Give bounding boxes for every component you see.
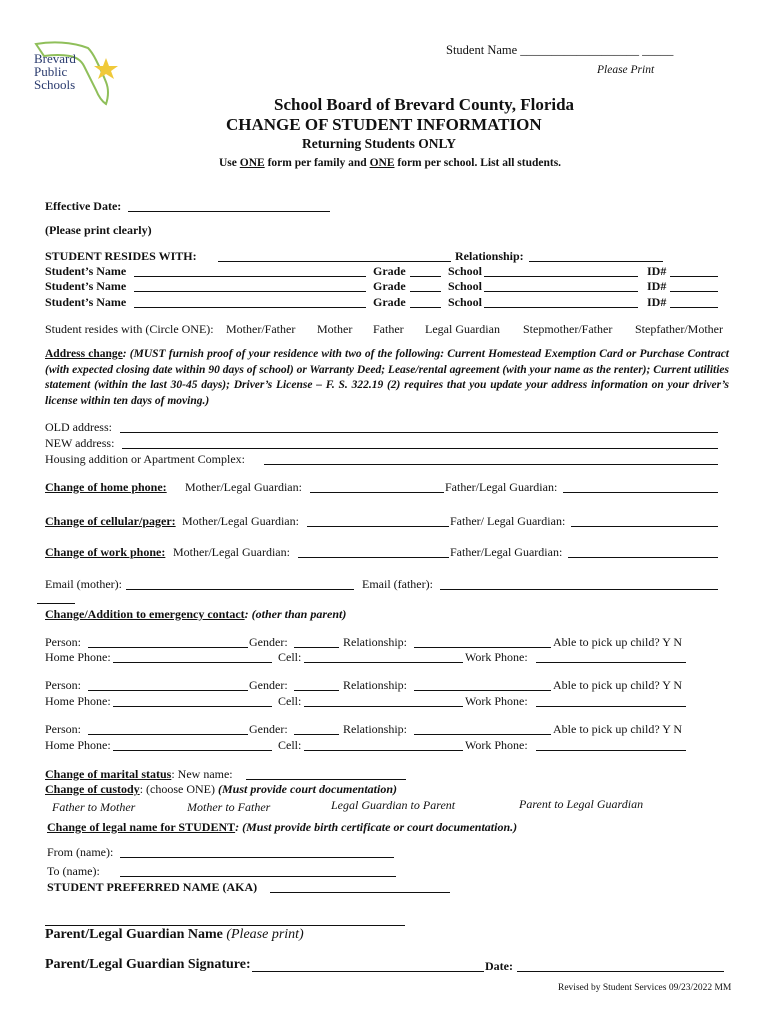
revision-footer: Revised by Student Services 09/23/2022 MM [558, 983, 732, 993]
resides-with-field[interactable] [218, 261, 451, 262]
form-instructions [219, 157, 561, 169]
gender-field[interactable] [294, 690, 339, 691]
pickup-label: Able to pick up child? Y N [553, 678, 683, 692]
home-phone-label: Home Phone: [45, 650, 111, 664]
student-name-field[interactable] [134, 307, 366, 308]
new-address-field[interactable] [122, 448, 718, 449]
work-phone-label: Change of work phone: [45, 545, 166, 559]
student-name-field[interactable] [134, 276, 366, 277]
student-name-label: Student Name ___________________ _____ [446, 43, 674, 57]
id-field[interactable] [670, 276, 718, 277]
school-label: School [448, 295, 483, 309]
please-print-clearly: (Please print clearly) [45, 223, 152, 237]
legal-name-heading [47, 820, 517, 835]
logo-text-line1: Brevard [34, 51, 76, 66]
logo-text-line3: Schools [34, 77, 76, 92]
guardian-name-field[interactable] [45, 925, 405, 926]
grade-field[interactable] [410, 276, 441, 277]
cell-phone-mother-field[interactable] [307, 526, 449, 527]
emergency-contact-heading [45, 607, 346, 622]
cell-phone-mother-label: Mother/Legal Guardian: [182, 514, 299, 528]
work-phone-field[interactable] [536, 750, 686, 751]
marital-status-label: Change of marital status [45, 767, 172, 781]
work-phone-field[interactable] [536, 706, 686, 707]
student-name-row-label: Student’s Name [45, 279, 127, 293]
id-field[interactable] [670, 307, 718, 308]
home-phone-field[interactable] [113, 662, 272, 663]
custody-heading [45, 782, 397, 797]
circle-option-stepmother-father[interactable]: Stepmother/Father [523, 322, 613, 336]
signature-date-field[interactable] [517, 971, 724, 972]
gender-label: Gender: [249, 678, 288, 692]
person-label: Person: [45, 678, 81, 692]
district-logo [30, 38, 122, 108]
id-field[interactable] [670, 291, 718, 292]
email-father-field[interactable] [440, 589, 718, 590]
cell-label: Cell: [278, 694, 302, 708]
from-name-field[interactable] [120, 857, 394, 858]
preferred-name-field[interactable] [270, 892, 450, 893]
relationship-label: Relationship: [343, 635, 407, 649]
guardian-signature-label: Parent/Legal Guardian Signature: [45, 957, 251, 972]
school-label: School [448, 264, 483, 278]
work-phone-label: Work Phone: [465, 650, 528, 664]
emergency-contact-note: : (other than parent) [244, 607, 347, 621]
relationship-field[interactable] [414, 734, 551, 735]
relationship-label: Relationship: [455, 249, 524, 263]
school-field[interactable] [484, 291, 638, 292]
instr-mid: form per family and [264, 157, 370, 169]
address-change-text: : (MUST furnish proof of your residence with two of the following: Current Homestead Exemption Card or Purchase Contract (with expected closing date within 90 days of school) or Warranty Deed; Lease/rental agreement (with your name as the renter); Current utilities statement (within the last 30-45 days); Driver’s License – F. S. 322.19 (2) requires that you update your address information on your driver’s license within ten days of moving.) [45, 348, 729, 407]
housing-label: Housing addition or Apartment Complex: [45, 452, 245, 466]
gender-field[interactable] [294, 734, 339, 735]
work-phone-mother-field[interactable] [298, 557, 449, 558]
circle-one-label: Student resides with (Circle ONE): [45, 322, 214, 336]
cell-label: Cell: [278, 738, 302, 752]
new-address-label: NEW address: [45, 436, 115, 450]
grade-field[interactable] [410, 307, 441, 308]
gender-label: Gender: [249, 722, 288, 736]
email-mother-label: Email (mother): [45, 577, 122, 591]
resides-with-label: STUDENT RESIDES WITH: [45, 249, 197, 263]
form-title-board: School Board of Brevard County, Florida [274, 95, 575, 114]
please-print-note: Please Print [597, 64, 655, 76]
home-phone-field[interactable] [113, 750, 272, 751]
person-label: Person: [45, 635, 81, 649]
person-field[interactable] [88, 690, 248, 691]
work-phone-mother-label: Mother/Legal Guardian: [173, 545, 290, 559]
instr-post: form per school. List all students. [394, 157, 562, 169]
relationship-field[interactable] [529, 261, 663, 262]
cell-label: Cell: [278, 650, 302, 664]
circle-option-father[interactable]: Father [373, 322, 404, 336]
work-phone-label: Work Phone: [465, 738, 528, 752]
grade-label: Grade [373, 264, 406, 278]
guardian-signature-field[interactable] [252, 971, 484, 972]
cell-phone-father-label: Father/ Legal Guardian: [450, 514, 566, 528]
school-field[interactable] [484, 307, 638, 308]
preferred-name-label: STUDENT PREFERRED NAME (AKA) [47, 880, 258, 894]
instr-pre: Use [219, 157, 240, 169]
to-name-field[interactable] [120, 876, 396, 877]
address-change-label: Address change [45, 348, 123, 360]
custody-label: Change of custody [45, 782, 140, 796]
relationship-label: Relationship: [343, 678, 407, 692]
pickup-label: Able to pick up child? Y N [553, 722, 683, 736]
cell-field[interactable] [304, 706, 463, 707]
address-change-paragraph [45, 347, 729, 409]
work-phone-father-field[interactable] [568, 557, 718, 558]
marital-new-name-label: : New name: [171, 767, 233, 781]
custody-choose: : (choose ONE) [139, 782, 218, 796]
relationship-label: Relationship: [343, 722, 407, 736]
email-mother-field[interactable] [126, 589, 354, 590]
housing-field[interactable] [264, 464, 718, 465]
gender-field[interactable] [294, 647, 339, 648]
pickup-label: Able to pick up child? Y N [553, 635, 683, 649]
signature-date-label: Date: [485, 959, 513, 973]
relationship-field[interactable] [414, 647, 551, 648]
custody-option-guardian-to-parent[interactable]: Legal Guardian to Parent [331, 798, 456, 812]
legal-name-label: Change of legal name for STUDENT [47, 820, 236, 834]
school-label: School [448, 279, 483, 293]
gender-label: Gender: [249, 635, 288, 649]
home-phone-mother-label: Mother/Legal Guardian: [185, 480, 302, 494]
person-field[interactable] [88, 647, 248, 648]
guardian-name-heading [45, 927, 304, 943]
home-phone-father-field[interactable] [563, 492, 718, 493]
cell-field[interactable] [304, 750, 463, 751]
home-phone-field[interactable] [113, 706, 272, 707]
guardian-name-label: Parent/Legal Guardian Name [45, 927, 223, 942]
home-phone-mother-field[interactable] [310, 492, 444, 493]
home-phone-label: Home Phone: [45, 738, 111, 752]
grade-label: Grade [373, 295, 406, 309]
work-phone-label: Work Phone: [465, 694, 528, 708]
circle-option-legal-guardian[interactable]: Legal Guardian [425, 322, 500, 336]
effective-date-label: Effective Date: [45, 199, 122, 213]
home-phone-father-label: Father/Legal Guardian: [445, 480, 558, 494]
id-label: ID# [647, 295, 667, 309]
circle-option-mother-father[interactable]: Mother/Father [226, 322, 296, 336]
legal-name-note: : (Must provide birth certificate or court documentation.) [235, 820, 518, 834]
form-subtitle: Returning Students ONLY [302, 136, 457, 151]
from-name-label: From (name): [47, 845, 114, 859]
home-phone-label: Change of home phone: [45, 480, 167, 494]
logo-text-line2: Public [34, 64, 68, 79]
id-label: ID# [647, 264, 667, 278]
email-father-label: Email (father): [362, 577, 433, 591]
student-name-row-label: Student’s Name [45, 295, 127, 309]
guardian-name-note: (Please print) [222, 927, 304, 942]
school-field[interactable] [484, 276, 638, 277]
cell-phone-father-field[interactable] [571, 526, 718, 527]
email-father-field-continued[interactable] [37, 603, 75, 604]
marital-status-heading [45, 767, 233, 782]
grade-field[interactable] [410, 291, 441, 292]
person-field[interactable] [88, 734, 248, 735]
home-phone-label: Home Phone: [45, 694, 111, 708]
custody-option-parent-to-guardian[interactable]: Parent to Legal Guardian [519, 797, 644, 811]
circle-option-mother[interactable]: Mother [317, 322, 353, 336]
form-title-main: CHANGE OF STUDENT INFORMATION [226, 115, 542, 134]
relationship-field[interactable] [414, 690, 551, 691]
person-label: Person: [45, 722, 81, 736]
effective-date-field[interactable] [128, 211, 330, 212]
grade-label: Grade [373, 279, 406, 293]
cell-phone-label: Change of cellular/pager: [45, 514, 176, 528]
instr-one-2: ONE [369, 157, 395, 169]
to-name-label: To (name): [47, 864, 100, 878]
circle-option-stepfather-mother[interactable]: Stepfather/Mother [635, 322, 723, 336]
custody-note: (Must provide court documentation) [218, 782, 398, 796]
emergency-contact-label: Change/Addition to emergency contact [45, 607, 245, 621]
work-phone-father-label: Father/Legal Guardian: [450, 545, 563, 559]
custody-option-mother-to-father[interactable]: Mother to Father [187, 800, 271, 814]
old-address-label: OLD address: [45, 420, 112, 434]
id-label: ID# [647, 279, 667, 293]
cell-field[interactable] [304, 662, 463, 663]
instr-one-1: ONE [239, 157, 265, 169]
old-address-field[interactable] [120, 432, 718, 433]
work-phone-field[interactable] [536, 662, 686, 663]
student-name-field[interactable] [134, 291, 366, 292]
marital-new-name-field[interactable] [246, 779, 406, 780]
student-name-row-label: Student’s Name [45, 264, 127, 278]
custody-option-father-to-mother[interactable]: Father to Mother [52, 800, 136, 814]
